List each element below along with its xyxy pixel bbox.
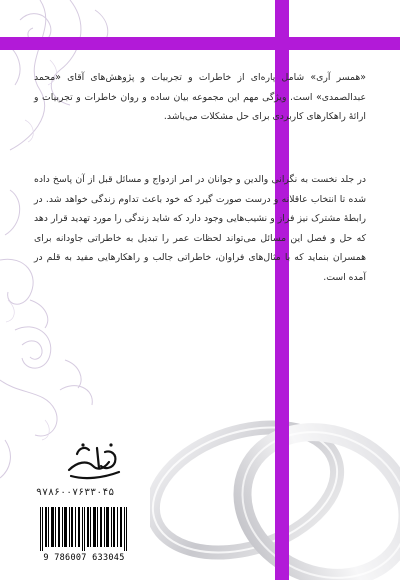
description-paragraph-2: در جلد نخست به نگرانی والدین و جوانان در امر ازدواج و مسائل قبل از آن پاسخ داده شده تا انتخاب عاقلانه و درست صورت گیرد که خود باعث تداوم زندگی خواهد شد. در رابطهٔ مشترک نیز فراز و نشیب‌هایی وجود دارد که شاید زندگی را مورد تهدید قرار دهد که حل و فصل این مسائل می‌تواند لحظات عمر را تبدیل به خاطراتی جاودانه برای همسران بنماید که با مثال‌های فراوان، خاطراتی جالب و راهکارهایی مفید به قلم در آمده است. [34,174,366,283]
barcode-digits: 9 786007 633045 [43,553,125,563]
description-paragraph-1: «همسر آری» شامل پاره‌ای از خاطرات و تجربیات و پژوهش‌های آقای «محمد عبدالصمدی» است. ویژگی مهم این مجموعه بیان ساده و روان خاطرات و تجربیات و ارائهٔ راهکارهای کاربردی برای حل مشکلات می‌باشد. [34,72,366,123]
isbn-label: ۹۷۸۶۰۰۷۶۳۳۰۴۵ [36,487,115,498]
barcode-bars-icon [38,507,130,551]
purple-cross-horizontal-bar [0,37,400,50]
publisher-calligraphy-logo-icon [63,440,125,482]
barcode [34,503,134,569]
